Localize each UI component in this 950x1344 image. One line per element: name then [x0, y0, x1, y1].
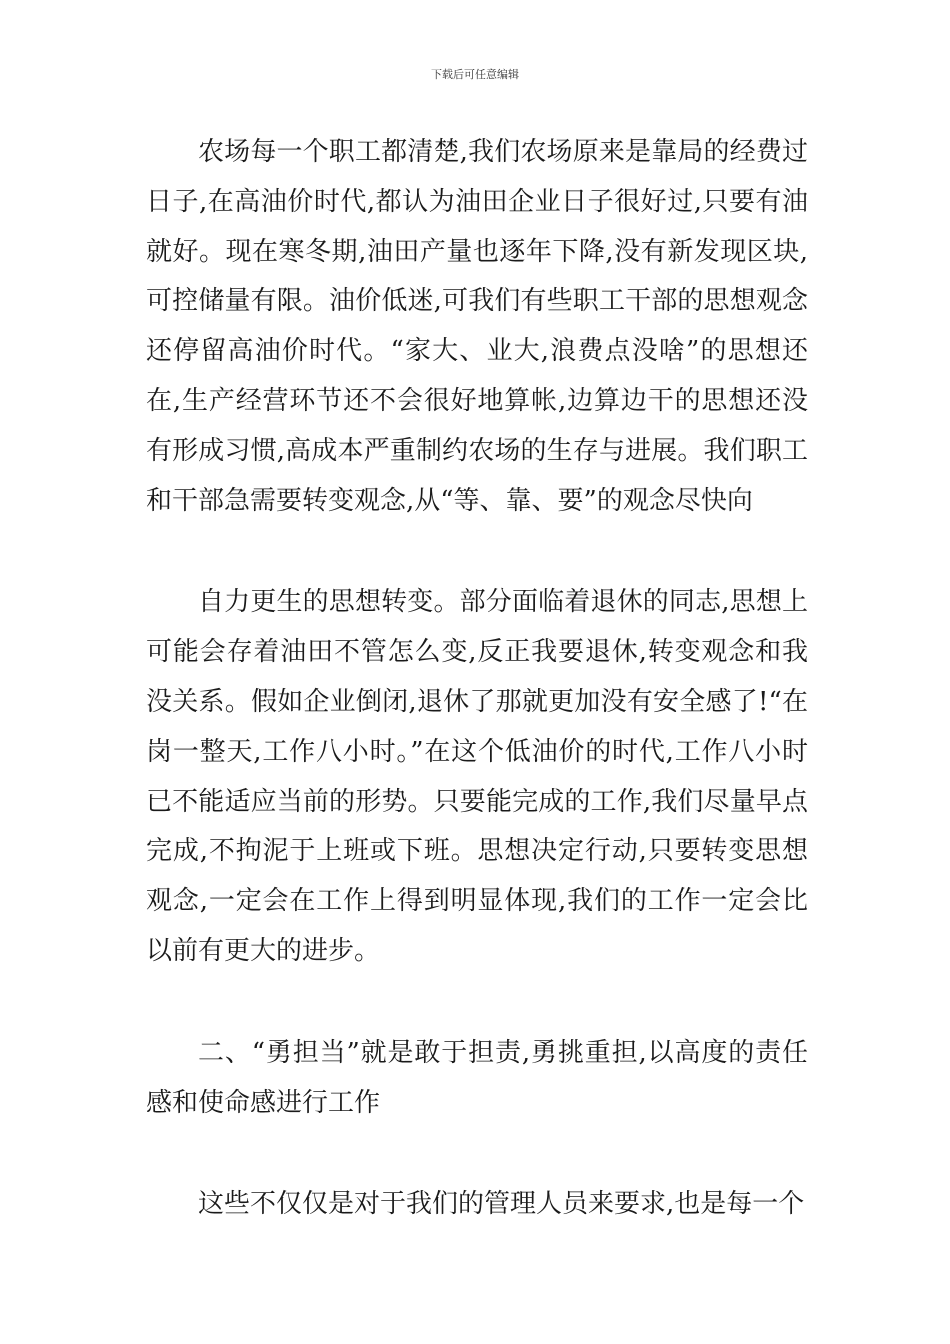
document-body: [146, 128, 808, 1230]
paragraph-2: 自力更生的思想转变。部分面临着退休的同志,思想上可能会存着油田不管怎么变,反正我要退休,转变观念和我没关系。假如企业倒闭,退休了那就更加没有安全感了!“在岗一整天,工作八小时。”在这个低油价的时代,工作八小时已不能适应当前的形势。只要能完成的工作,我们尽量早点完成,不拘泥于上班或下班。思想决定行动,只要转变思想观念,一定会在工作上得到明显体现,我们的工作一定会比以前有更大的进步。: [146, 587, 808, 966]
paragraph-1: 农场每一个职工都清楚,我们农场原来是靠局的经费过日子,在高油价时代,都认为油田企业日子很好过,只要有油就好。现在寒冬期,油田产量也逐年下降,没有新发现区块,可控储量有限。油价低迷,可我们有些职工干部的思想观念还停留高油价时代。“家大、业大,浪费点没啥”的思想还在,生产经营环节还不会很好地算帐,边算边干的思想还没有形成习惯,高成本严重制约农场的生存与进展。我们职工和干部急需要转变观念,从“等、靠、要”的观念尽快向: [146, 137, 808, 516]
section-heading-2: 二、“勇担当”就是敢于担责,勇挑重担,以高度的责任感和使命感进行工作: [146, 1037, 808, 1118]
page-header: 下载后可任意编辑: [431, 68, 519, 81]
paragraph-3: 这些不仅仅是对于我们的管理人员来要求,也是每一个: [198, 1189, 805, 1220]
